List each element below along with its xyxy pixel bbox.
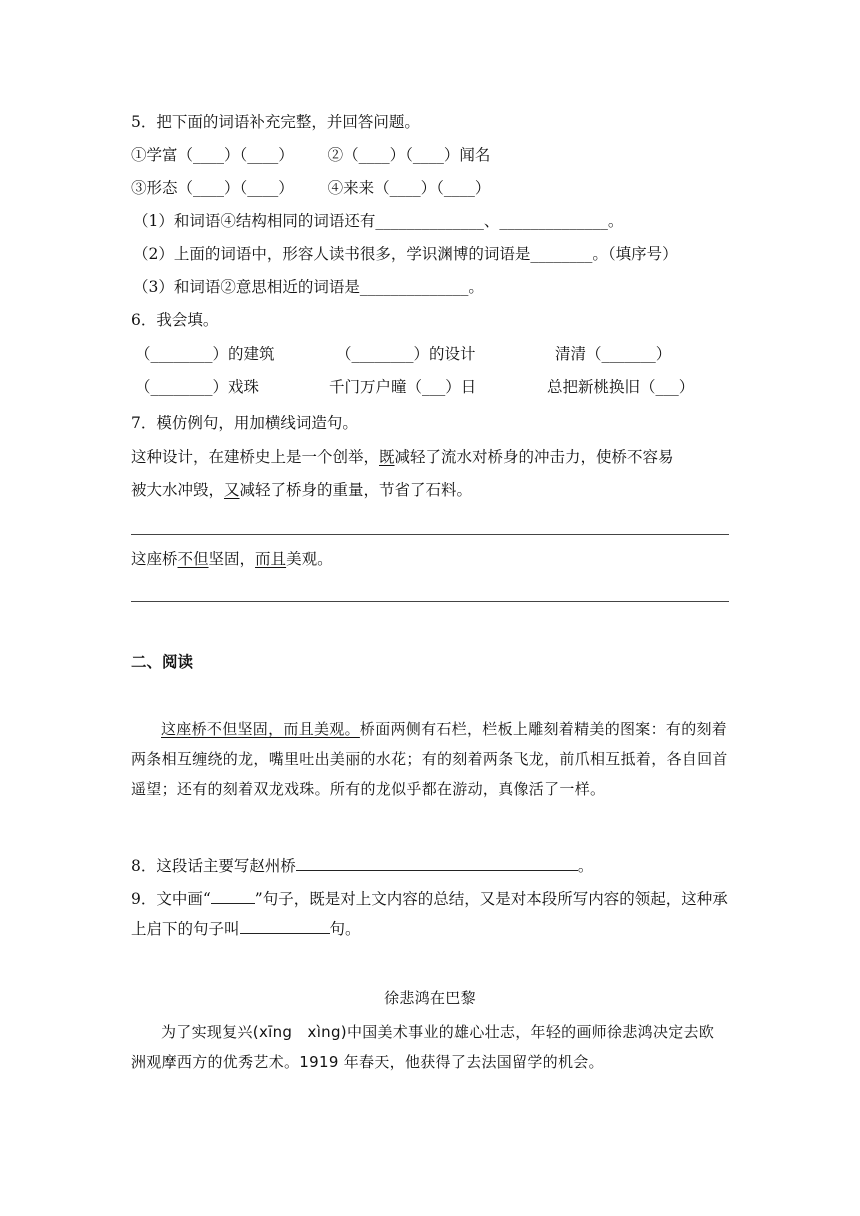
q6-blank5: 千门万户曈（___）日	[329, 378, 477, 396]
q6-blank2: （________）的设计	[336, 345, 476, 363]
reading-passage	[131, 714, 729, 804]
q6-blank6: 总把新桃换旧（___）	[547, 378, 695, 396]
q7-ex1-underlined-you: 又	[224, 481, 240, 499]
q9-text2: ”句子，既是对上文内容的总结，又是对本段所写内容的领起，这种承上启下的句子叫	[131, 890, 728, 938]
q8	[131, 855, 729, 877]
q7-example2	[131, 548, 729, 570]
section-title-reading: 二、阅读	[131, 653, 194, 671]
q5-sub1: （1）和词语④结构相同的词语还有______________、______________。	[133, 212, 624, 230]
q7-answer-line-1[interactable]	[131, 534, 729, 535]
q8-end: 。	[577, 857, 594, 875]
q5-item4: ④来来（____）（____）	[327, 179, 491, 197]
q5-sub2: （2）上面的词语中，形容人读书很多，学识渊博的词语是________。（填序号）	[133, 245, 678, 263]
q7-ex1-text: 这种设计，在建桥史上是一个创举，	[131, 448, 380, 466]
q5-item1: ①学富（____）（____）	[131, 146, 294, 164]
q7-example1-line1	[131, 446, 729, 468]
q5-item2: ②（____）（____）闻名	[327, 146, 491, 164]
q9-end: 句。	[329, 920, 361, 938]
q6-blank3: 清清（_______）	[555, 345, 672, 363]
q7-ex1-text2: 减轻了流水对桥身的冲击力，使桥不容易	[394, 448, 674, 466]
q7-ex2-underlined-erqie: 而且	[255, 550, 287, 568]
story-title: 徐悲鸿在巴黎	[384, 989, 476, 1007]
q5-sub3: （3）和词语②意思相近的词语是______________。	[133, 278, 484, 296]
q7-ex2-text2: 坚固，	[208, 550, 256, 568]
q9	[131, 884, 729, 944]
q9-text: 9．文中画“	[131, 890, 211, 908]
q7-ex1-text4: 减轻了桥身的重量，节省了石料。	[239, 481, 473, 499]
q7-ex2-underlined-budan: 不但	[177, 550, 209, 568]
q8-answer-blank[interactable]	[296, 856, 578, 871]
q7-ex1-text3: 被大水冲毁，	[131, 481, 225, 499]
q5-title: 5．把下面的词语补充完整，并回答问题。	[131, 113, 420, 131]
q5-row1	[131, 144, 729, 166]
q6-blank4: （________）戏珠	[135, 378, 260, 396]
q7-answer-line-2[interactable]	[131, 601, 729, 602]
q5-row2	[131, 177, 729, 199]
passage-body: 桥面两侧有石栏，栏板上雕刻着精美的图案：有的刻着两条相互缠绕的龙，嘴里吐出美丽的水花；有的刻着两条飞龙，前爪相互抵着，各自回首遥望；还有的刻着双龙戏珠。所有的龙似乎都在游动，真像活了一样。	[131, 720, 728, 798]
q9-quote-blank	[211, 889, 255, 904]
q8-text: 8．这段话主要写赵州桥	[131, 857, 296, 875]
q7-title: 7．模仿例句，用加横线词造句。	[131, 414, 358, 432]
q6-title: 6．我会填。	[131, 311, 219, 329]
q7-ex2-text: 这座桥	[131, 550, 178, 568]
story-paragraph: 为了实现复兴(xīng xìng)中国美术事业的雄心壮志，年轻的画师徐悲鸿决定去欧洲观摩西方的优秀艺术。1919 年春天，他获得了去法国留学的机会。	[131, 1023, 715, 1071]
q7-example1-line2	[131, 479, 729, 501]
q7-ex1-underlined-ji: 既	[379, 448, 395, 466]
q7-ex2-text3: 美观。	[286, 550, 333, 568]
q5-item3: ③形态（____）（____）	[131, 179, 294, 197]
q9-answer-blank[interactable]	[240, 919, 330, 934]
passage-key-sentence: 这座桥不但坚固，而且美观。	[161, 720, 360, 738]
q6-blank1: （________）的建筑	[135, 345, 275, 363]
